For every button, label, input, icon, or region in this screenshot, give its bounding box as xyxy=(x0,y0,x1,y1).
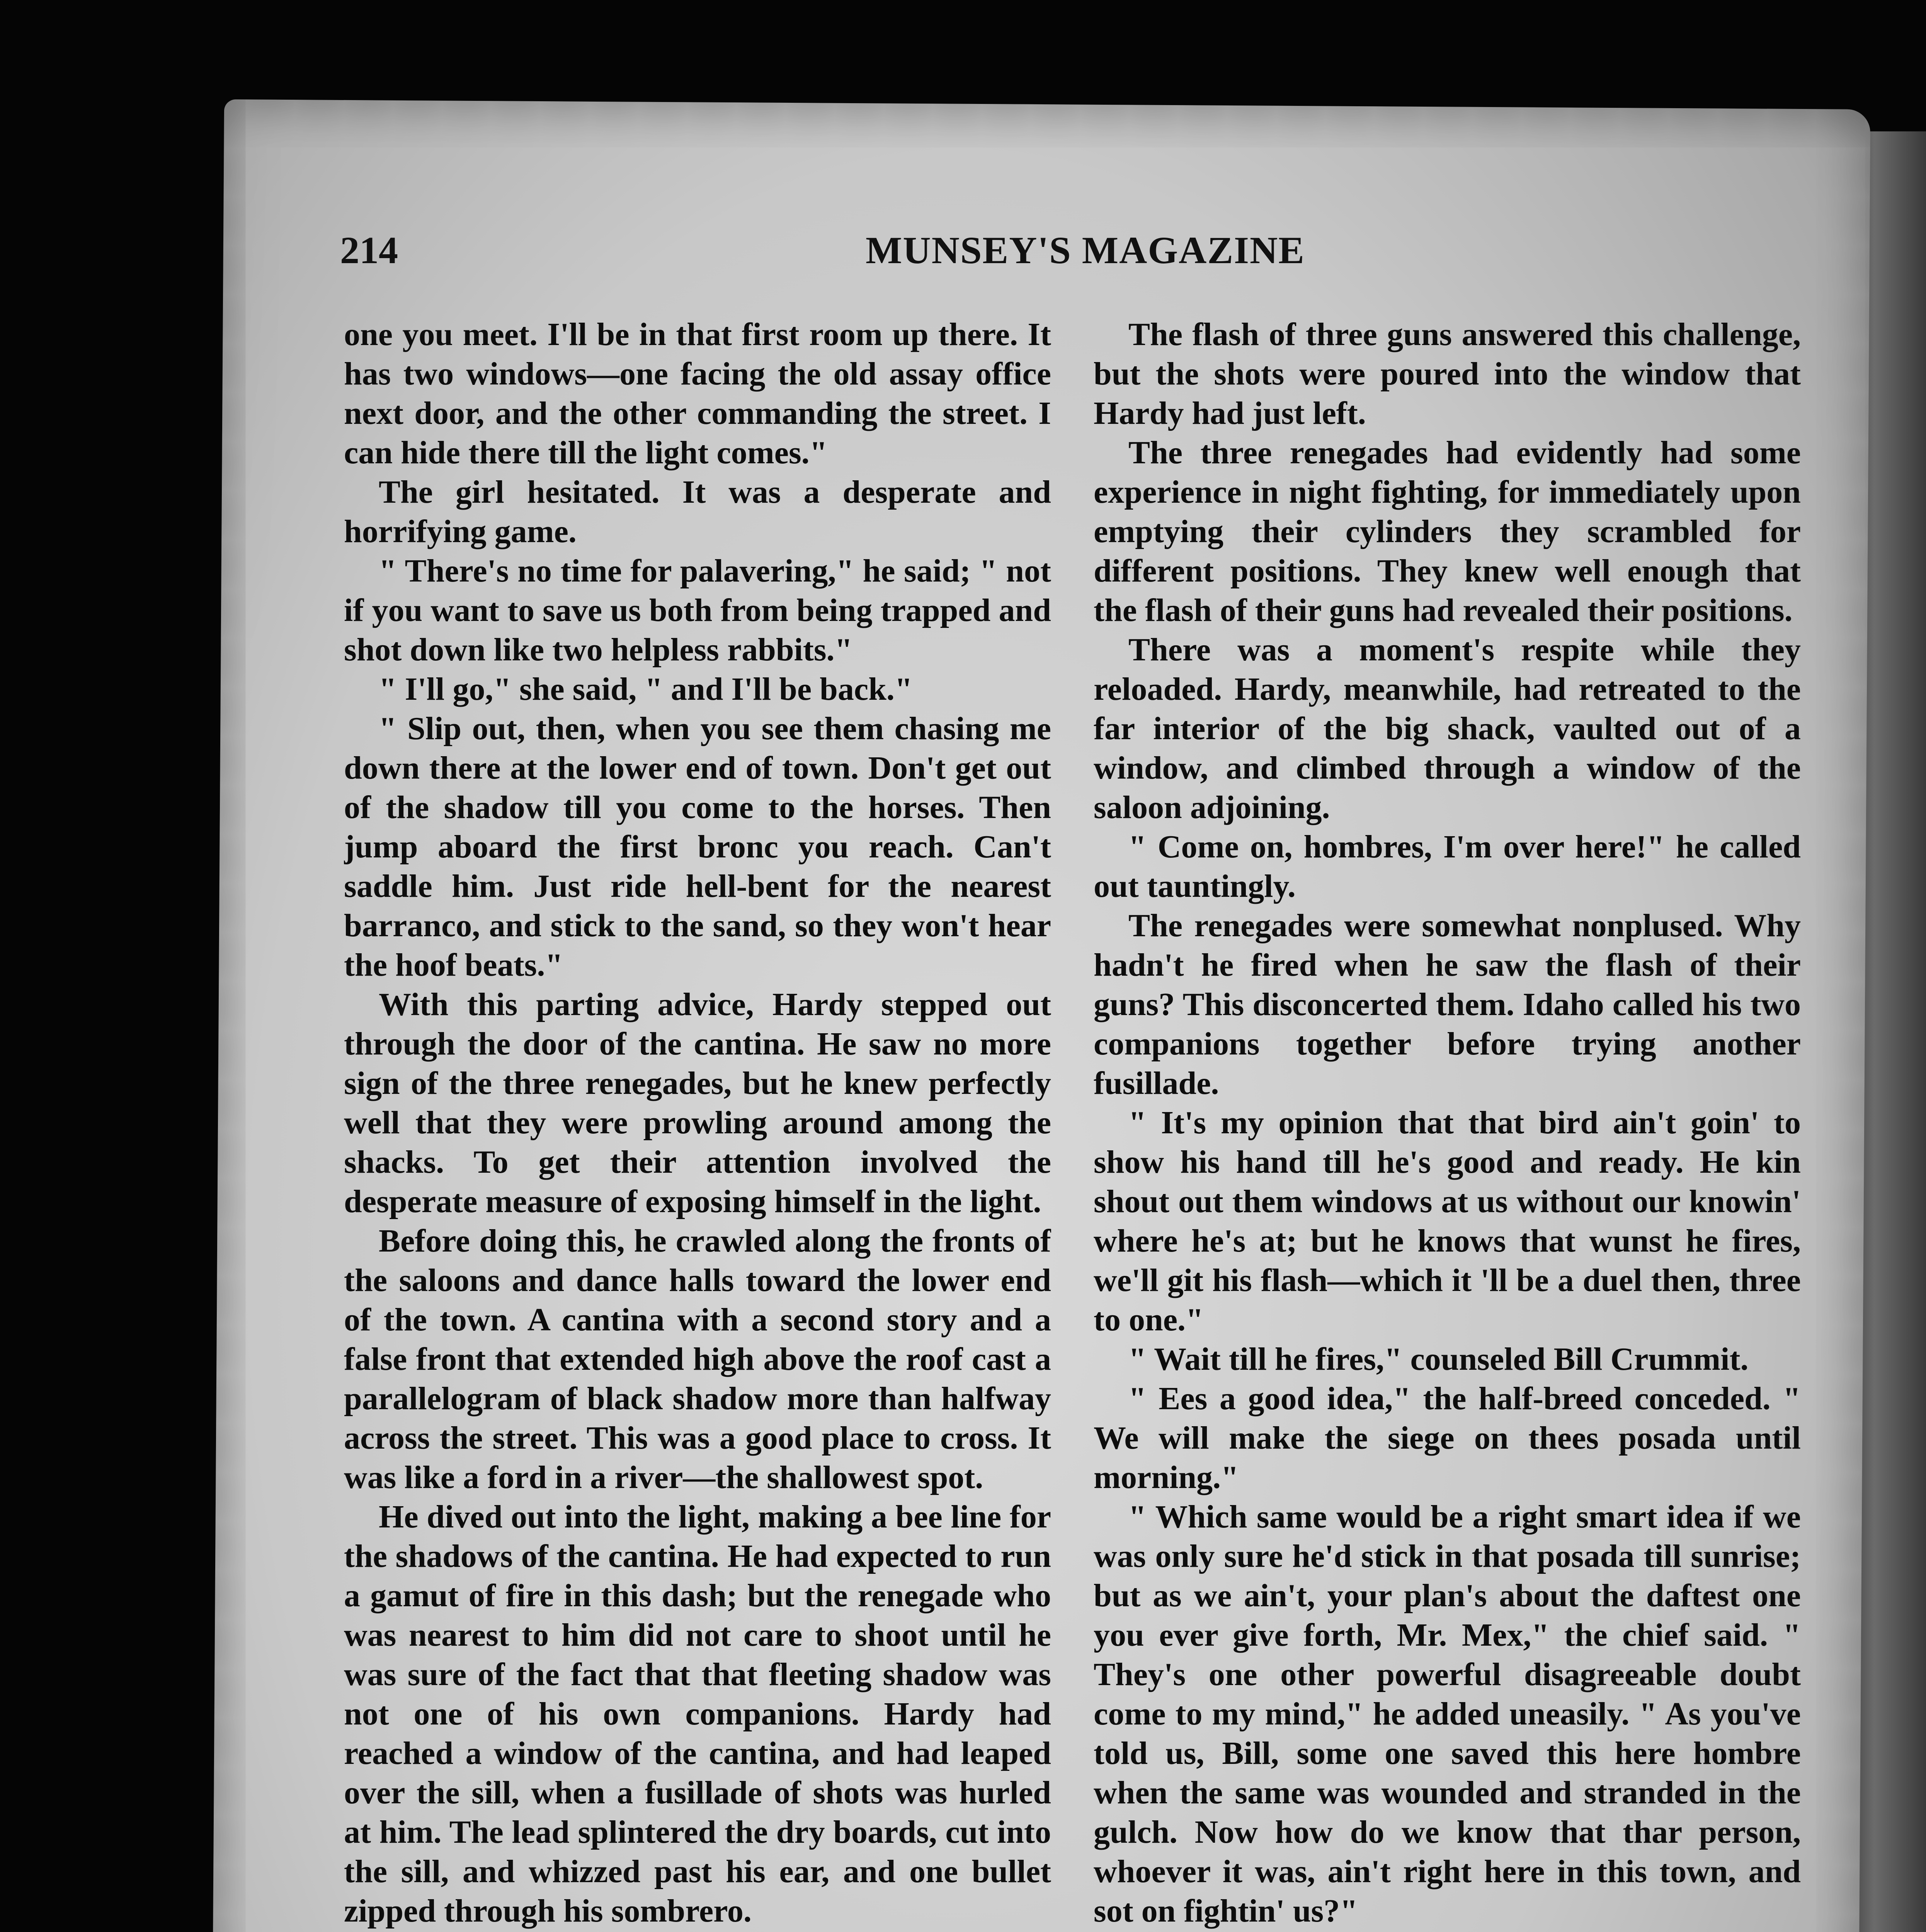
paragraph: He dived out into the light, making a bee line for the shadows of the cantina. He had expected to run a gamut of fire in this dash; but the renegade who was nearest to him did not care to shoot until he was sure of the fact that that fleeting shadow was not one of his own companions. Hardy had reached a window of the cantina, and had leaped over the sill, when a fusillade of shots was hurled at him. The lead splintered the dry boards, cut into the sill, and whizzed past his ear, and one bullet zipped through his sombrero. xyxy=(344,1499,1051,1929)
paragraph: There was a moment's respite while they reloaded. Hardy, meanwhile, had retreated to the far interior of the big shack, vaulted out of a window, and climbed through a window of the saloon adjoining. xyxy=(1094,632,1801,825)
paragraph: The renegades were somewhat nonplused. Why hadn't he fired when he saw the flash of their guns? This disconcerted them. Idaho called his two companions together before trying another fusillade. xyxy=(1094,908,1801,1101)
paragraph: " It's my opinion that that bird ain't goin' to show his hand till he's good and ready. He kin shout out them windows at us without our knowin' where he's at; but he knows that wunst he fires, we'll git his flash—which it 'll be a duel then, three to one." xyxy=(1094,1105,1801,1338)
right-text-column xyxy=(1094,315,1801,1932)
left-text-column xyxy=(344,315,1051,1932)
paragraph: " Wait till he fires," counseled Bill Crummit. xyxy=(1128,1341,1749,1377)
paragraph: " Slip out, then, when you see them chasing me down there at the lower end of town. Don't get out of the shadow till you come to the horses. Then jump aboard the first bronc you reach. Can't saddle him. Just ride hell-bent for the nearest barranco, and stick to the sand, so they won't hear the hoof beats." xyxy=(344,711,1051,983)
paragraph: " There's no time for palavering," he said; " not if you want to save us both from being trapped and shot down like two helpless rabbits." xyxy=(344,553,1051,668)
paragraph: " Come on, hombres, I'm over here!" he called out tauntingly. xyxy=(1094,829,1801,904)
paragraph: Before doing this, he crawled along the fronts of the saloons and dance halls toward the lower end of the town. A cantina with a second story and a false front that extended high above the roof cast a parallelogram of black shadow more than halfway across the street. This was a good place to cross. It was like a ford in a river—the shallowest spot. xyxy=(344,1223,1051,1495)
magazine-title: MUNSEY'S MAGAZINE xyxy=(866,229,1305,272)
page-number: 214 xyxy=(340,229,398,272)
paragraph: " Which same would be a right smart idea if we was only sure he'd stick in that posada till sunrise; but as we ain't, your plan's about the daftest one you ever give forth, Mr. Mex," the chief said. " They's one other powerful disagreeable doubt come to my mind," he added uneasily. " As you've told us, Bill, some one saved this here hombre when the same was wounded and stranded in the gulch. Now how do we know that thar person, whoever it was, ain't right here in this town, and sot on fightin' us?" xyxy=(1094,1499,1801,1929)
paragraph: The three renegades had evidently had some experience in night fighting, for immediately upon emptying their cylinders they scrambled for different positions. They knew well enough that the flash of their guns had revealed their positions. xyxy=(1094,435,1801,628)
paragraph: " Ees a good idea," the half-breed conceded. " We will make the siege on thees posada until morning." xyxy=(1094,1381,1801,1495)
running-head xyxy=(340,228,1809,286)
paragraph: With this parting advice, Hardy stepped out through the door of the cantina. He saw no more sign of the three renegades, but he knew perfectly well that they were prowling around among the shacks. To get their attention involved the desperate measure of exposing himself in the light. xyxy=(344,986,1051,1219)
paragraph: one you meet. I'll be in that first room up there. It has two windows—one facing the old assay office next door, and the other commanding the street. I can hide there till the light comes." xyxy=(344,316,1051,471)
paragraph: The flash of three guns answered this challenge, but the shots were poured into the window that Hardy had just left. xyxy=(1094,316,1801,431)
paragraph: " I'll go," she said, " and I'll be back." xyxy=(379,671,913,707)
paragraph: The girl hesitated. It was a desperate and horrifying game. xyxy=(344,474,1051,549)
